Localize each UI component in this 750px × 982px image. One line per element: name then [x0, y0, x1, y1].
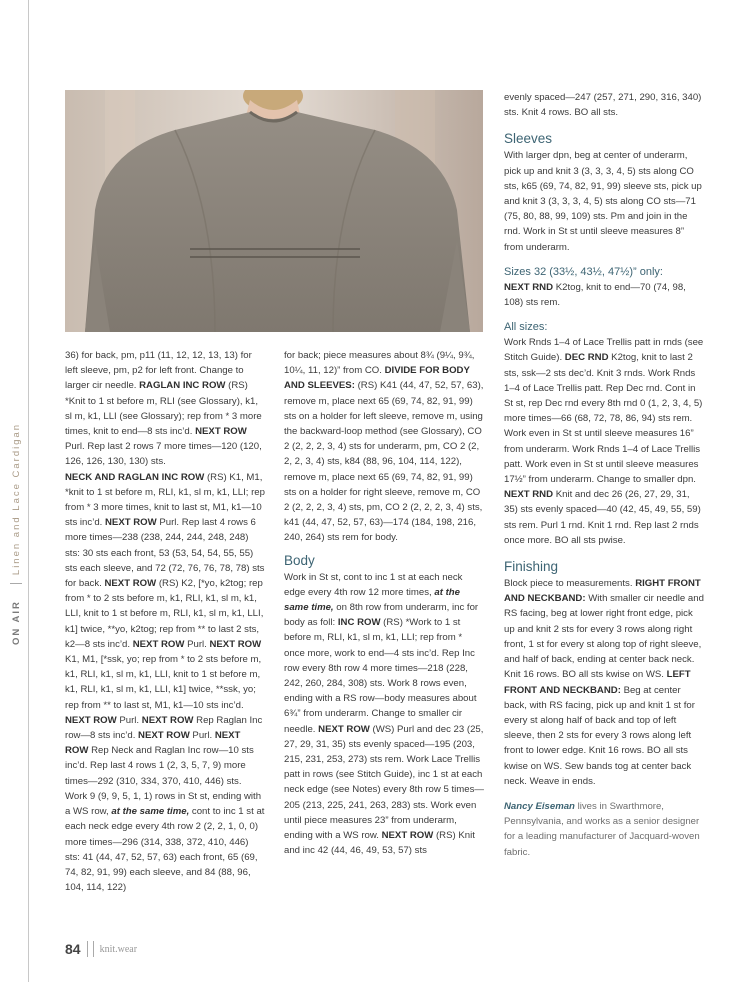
designer-bio: Nancy Eiseman lives in Swarthmore, Pennsylvania, and works as a senior designer for a leading manufacturer of Jacquard-woven fabric. — [504, 800, 700, 858]
column-1 — [65, 348, 265, 895]
gutter-rule — [28, 0, 29, 982]
column-2 — [284, 348, 484, 859]
page-number: 84 — [65, 941, 81, 957]
tab-divider — [10, 583, 22, 584]
heading-sleeves: Sleeves — [504, 131, 553, 147]
paragraph: Block piece to measurements. RIGHT FRONT AND NECKBAND: With smaller cir needle and RS facing, beg at lower right front edge, pick up and knit 2 sts for every 3 rows along right front, 1 st for every st along top of right sleeve, and half of back, ending at center back neck. Knit 16 rows. BO all sts kwise on WS. LEFT FRONT AND NECKBAND: Beg at center back, with RS facing, pick up and knit 1 st for every st along half of back and top of left sleeve, then 2 sts for every 3 rows along left front to lower edge. Knit 16 rows. BO all sts kwise on WS. Sew bands tog at center back neck. Weave in ends. — [504, 578, 704, 787]
paragraph: NEXT RND K2tog, knit to end—70 (74, 98, 108) sts rem. — [504, 281, 686, 309]
article-title: Linen and Lace Cardigan — [10, 422, 22, 576]
paragraph: Work in St st, cont to inc 1 st at each neck edge every 4th row 12 more times, at the same time, on 8th row from underarm, inc for body as foll: INC ROW (RS) *Work to 1 st before m, RLI, k1, sl m, k1, LLI; rep from * once more, work to end—4 sts inc’d. Rep Inc row every 8th row 4 more times—218 (228, 242, 260, 284, 308) sts. Work 8 rows even, ending with a RS row—body measures about 6¾” from underarm. Change to smaller cir needle. NEXT ROW (WS) Purl and dec 23 (25, 27, 29, 31, 35) sts evenly spaced—195 (203, 215, 231, 253, 273) sts rem. Work Lace Trellis patt in rows (see Stitch Guide), inc 1 st at each neck edge (see Notes) every 8th row 5 times—205 (213, 225, 241, 263, 283) sts. Work even until piece measures 23” from underarm, ending with a WS row. NEXT ROW (RS) Knit and inc 42 (44, 46, 49, 53, 57) sts — [284, 571, 484, 857]
magazine-name: knit.wear — [99, 943, 138, 955]
paragraph: NECK AND RAGLAN INC ROW (RS) K1, M1, *knit to 1 st before m, RLI, k1, sl m, k1, LLI; rep from * 3 more times, knit to last st, M1, k1—10 sts inc’d. NEXT ROW Purl. Rep last 4 rows 6 more times—238 (238, 244, 244, 248, 248) sts: 30 sts each front, 53 (53, 54, 54, 55, 55) sts each sleeve, and 72 (72, 76, 76, 78, 78) sts for back. NEXT ROW (RS) K2, [*yo, k2tog; rep from * to 2 sts before m, k1, RLI, k1, sl m, k1, LLI, knit to 1 st before m, RLI, k1, sl m, k1, LLI, k1] twice, **yo, k2tog; rep from ** to last 2 sts, k2—8 sts inc’d. NEXT ROW Purl. NEXT ROW K1, M1, [*ssk, yo; rep from * to 2 sts before m, k1, RLI, k1, sl m, k1, LLI, knit to 1 st before m, k1, RLI, k1, sl m, k1, LLI, k1] twice, **ssk, yo; rep from ** to last st, M1, k1—10 sts inc’d. NEXT ROW Purl. NEXT ROW Rep Raglan Inc row—8 sts inc’d. NEXT ROW Purl. NEXT ROW Rep Neck and Raglan Inc row—10 sts inc’d. Rep last 4 rows 1 (2, 3, 5, 7, 9) more times—292 (310, 334, 370, 410, 446) sts. Work 9 (9, 9, 5, 1, 1) rows in St st, ending with a WS row, at the same time, cont to inc 1 st at each neck edge every 4th row 2 (2, 2, 1, 0, 0) more times—296 (314, 338, 372, 410, 446) sts: 41 (44, 47, 52, 57, 63) each front, 65 (69, 74, 82, 91, 99) each sleeve, and 84 (88, 96, 104, 114, 122) — [65, 471, 265, 894]
side-tab — [6, 370, 26, 645]
heading-all-sizes: All sizes: — [504, 321, 548, 334]
paragraph: for back; piece measures about 8¾ (9¼, 9¾, 10¼, 11, 12)” from CO. DIVIDE FOR BODY AND SLEEVES: (RS) K41 (44, 47, 52, 57, 63), remove m, place next 65 (69, 74, 82, 91, 99) sts on a holder for left sleeve, remove m, using the backward-loop method (see Glossary), CO 2 (2, 2, 2, 3, 4) sts for underarm, pm, CO 2 (2, 2, 2, 3, 4) sts, k84 (88, 96, 104, 114, 122), remove m, place next 65 (69, 74, 82, 91, 99) sts on a holder for right sleeve, remove m, CO 2 (2, 2, 2, 3, 4) sts, pm, CO 2 (2, 2, 2, 3, 4) sts, k41 (44, 47, 52, 57, 63)—174 (184, 198, 216, 240, 264) sts rem for body. — [284, 350, 484, 544]
paragraph: Work Rnds 1–4 of Lace Trellis patt in rnds (see Stitch Guide). DEC RND K2tog, knit to last 2 sts, ssk—2 sts dec’d. Knit 3 rnds. Work Rnds 1–4 of Lace Trellis patt. Rep Dec rnd. Cont in St st, rep Dec rnd every 8th rnd 0 (1, 2, 3, 4, 5) more times—66 (68, 72, 78, 86, 94) sts rem. Work even in St st until sleeve measures 16” from underarm. Work Rnds 1–4 of Lace Trellis patt. Work even in St st until sleeve measures 17½” from underarm. Change to smaller dpn. NEXT RND Knit and dec 26 (26, 27, 29, 31, 35) sts evenly spaced—40 (42, 45, 49, 55, 59) sts rem. Purl 1 rnd. Knit 1 rnd. Rep last 2 rnds once more. BO all sts pwise. — [504, 337, 704, 546]
heading-finishing: Finishing — [504, 559, 559, 575]
heading-body: Body — [284, 552, 315, 568]
heading-sizes: Sizes 32 (33½, 43½, 47½)” only: — [504, 265, 663, 278]
paragraph: evenly spaced—247 (257, 271, 290, 316, 340) sts. Knit 4 rows. BO all sts. — [504, 92, 702, 119]
paragraph: With larger dpn, beg at center of underarm, pick up and knit 3 (3, 3, 3, 4, 5) sts along CO sts, k65 (69, 74, 82, 91, 99) sleeve sts, pick up and knit 3 (3, 3, 3, 4, 5) sts along CO sts—71 (75, 80, 88, 99, 109) sts. Pm and join in the rnd. Work in St st until sleeve measures 8” from underarm. — [504, 150, 702, 253]
folio-divider — [87, 941, 94, 957]
column-3 — [504, 90, 704, 860]
sweater-back-photo — [65, 90, 483, 332]
paragraph: 36) for back, pm, p11 (11, 12, 12, 13, 13) for left sleeve, pm, p2 for left front. Change to larger cir needle. RAGLAN INC ROW (RS) *Knit to 1 st before m, RLI (see Glossary), k1, sl m, k1, LLI (see Glossary); rep from * 3 more times, knit to end—8 sts inc’d. NEXT ROW Purl. Rep last 2 rows 7 more times—120 (120, 126, 126, 130, 130) sts. — [65, 350, 262, 468]
section-label: ON AIR — [10, 600, 22, 645]
page-footer — [65, 941, 137, 957]
photo-illustration — [65, 90, 483, 332]
